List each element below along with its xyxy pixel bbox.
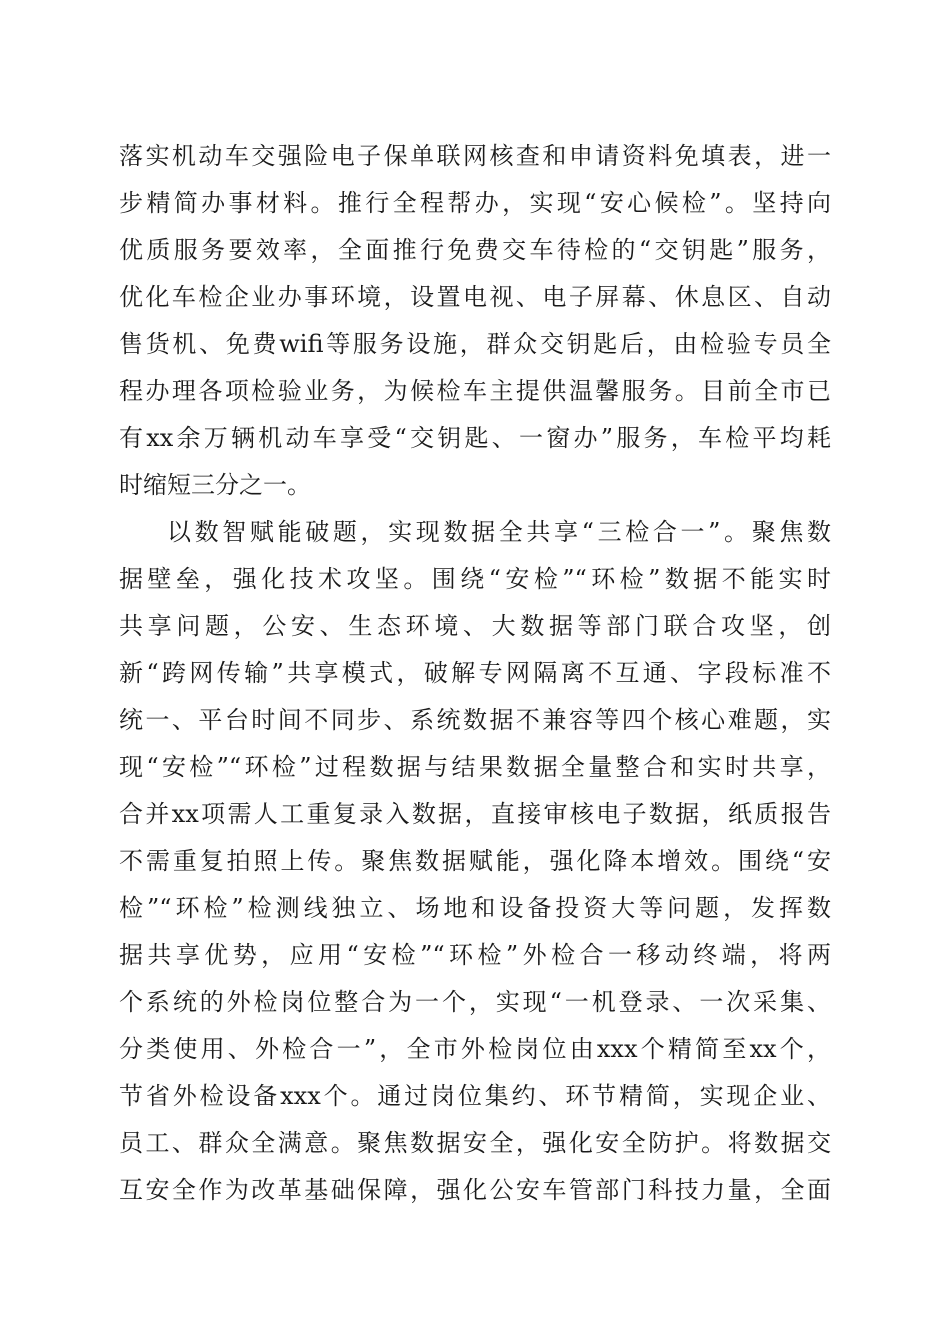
text-line: 检”“环检”检测线独立、场地和设备投资大等问题，发挥数 [119, 894, 831, 922]
text-line: 不需重复拍照上传。聚焦数据赋能，强化降本增效。围绕“安 [119, 847, 831, 875]
paragraph-2 [119, 509, 831, 1214]
text-line: 个系统的外检岗位整合为一个，实现“一机登录、一次采集、 [119, 988, 831, 1016]
text-line: 统一、平台时间不同步、系统数据不兼容等四个核心难题，实 [119, 706, 831, 734]
paragraph-1 [119, 133, 831, 509]
text-line: 优化车检企业办事环境，设置电视、电子屏幕、休息区、自动 [119, 283, 831, 311]
text-line: 合并xx项需人工重复录入数据，直接审核电子数据，纸质报告 [119, 800, 831, 828]
body-text [119, 133, 831, 1214]
text-line: 共享问题，公安、生态环境、大数据等部门联合攻坚，创 [119, 612, 831, 640]
text-line: 有xx余万辆机动车享受“交钥匙、一窗办”服务，车检平均耗 [119, 424, 831, 452]
text-line: 以数智赋能破题，实现数据全共享“三检合一”。聚焦数 [167, 518, 831, 546]
text-line: 分类使用、外检合一”，全市外检岗位由xxx个精简至xx个， [119, 1035, 831, 1063]
text-line: 步精简办事材料。推行全程帮办，实现“安心候检”。坚持向 [119, 189, 831, 217]
text-line: 互安全作为改革基础保障，强化公安车管部门科技力量，全面 [119, 1176, 831, 1204]
text-line: 节省外检设备xxx个。通过岗位集约、环节精简，实现企业、 [119, 1082, 831, 1110]
text-line: 落实机动车交强险电子保单联网核查和申请资料免填表，进一 [119, 142, 831, 170]
text-line: 售货机、免费wifi等服务设施，群众交钥匙后，由检验专员全 [119, 330, 831, 358]
text-line: 据壁垒，强化技术攻坚。围绕“安检”“环检”数据不能实时 [119, 565, 831, 593]
text-line: 据共享优势，应用“安检”“环检”外检合一移动终端，将两 [119, 941, 831, 969]
text-line: 新“跨网传输”共享模式，破解专网隔离不互通、字段标准不 [119, 659, 831, 687]
text-line: 优质服务要效率，全面推行免费交车待检的“交钥匙”服务， [119, 236, 831, 264]
text-line: 员工、群众全满意。聚焦数据安全，强化安全防护。将数据交 [119, 1129, 831, 1157]
text-line: 现“安检”“环检”过程数据与结果数据全量整合和实时共享， [119, 753, 831, 781]
text-line: 时缩短三分之一。 [119, 471, 311, 499]
text-line: 程办理各项检验业务，为候检车主提供温馨服务。目前全市已 [119, 377, 831, 405]
